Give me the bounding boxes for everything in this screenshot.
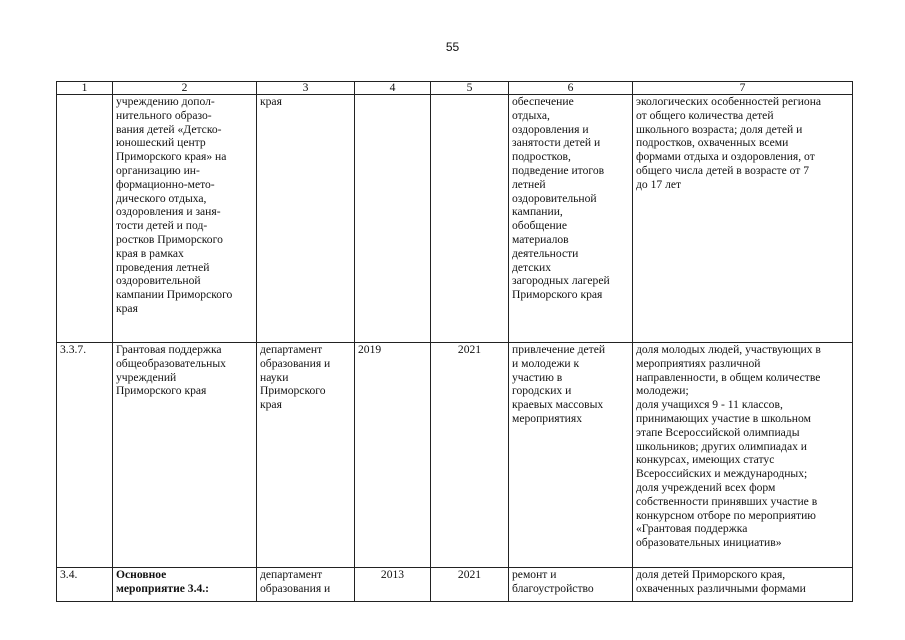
column-number-4: 4 (355, 82, 431, 95)
indicator: доля молодых людей, участвующих в мероприятиях различной направленности, в общем количестве молодежи; доля учащихся 9 - 11 классов, принимающих участие в школьном этапе Всероссийской олимпиады школьников; других олимпиадах и конкурсах, имеющих статус Всероссийских и международных; доля учреждений всех форм собственности принявших участие в конкурсном отборе по мероприятию «Грантовая поддержка образовательных инициатив» (633, 343, 853, 568)
table-row (57, 95, 853, 343)
row-id (57, 95, 113, 343)
end-year (431, 95, 509, 343)
column-number-1: 1 (57, 82, 113, 95)
executor: края (257, 95, 355, 343)
expected-result: привлечение детей и молодежи к участию в городских и краевых массовых мероприятиях (509, 343, 633, 568)
end-year: 2021 (431, 343, 509, 568)
row-id: 3.3.7. (57, 343, 113, 568)
indicator: экологических особенностей региона от общего количества детей школьного возраста; доля детей и подростков, охваченных всеми формами отдыха и оздоровления, от общего числа детей в возрасте от 7 до 17 лет (633, 95, 853, 343)
column-number-7: 7 (633, 82, 853, 95)
start-year: 2019 (355, 343, 431, 568)
executor: департамент образования и науки Приморского края (257, 343, 355, 568)
program-table (56, 81, 853, 602)
column-number-3: 3 (257, 82, 355, 95)
expected-result: обеспечение отдыха, оздоровления и занятости детей и подростков, подведение итогов летней оздоровительной кампании, обобщение материалов деятельности детских загородных лагерей Приморского края (509, 95, 633, 343)
column-number-2: 2 (113, 82, 257, 95)
column-number-5: 5 (431, 82, 509, 95)
page-number: 55 (445, 40, 460, 54)
end-year: 2021 (431, 568, 509, 602)
table-row (57, 568, 853, 602)
start-year: 2013 (355, 568, 431, 602)
column-number-6: 6 (509, 82, 633, 95)
indicator: доля детей Приморского края, охваченных различными формами (633, 568, 853, 602)
row-id: 3.4. (57, 568, 113, 602)
expected-result: ремонт и благоустройство (509, 568, 633, 602)
start-year (355, 95, 431, 343)
executor: департамент образования и (257, 568, 355, 602)
event-name: Основное мероприятие 3.4.: (113, 568, 257, 602)
event-name: учреждению допол- нительного образо- вания детей «Детско- юношеский центр Приморского края» на организацию ин- формационно-мето- дического отдыха, оздоровления и заня- тости детей и под- ростков Приморского края в рамках проведения летней оздоровительной кампании Приморского края (113, 95, 257, 343)
table-header-row (57, 82, 853, 95)
event-name: Грантовая поддержка общеобразовательных учреждений Приморского края (113, 343, 257, 568)
table-row (57, 343, 853, 568)
